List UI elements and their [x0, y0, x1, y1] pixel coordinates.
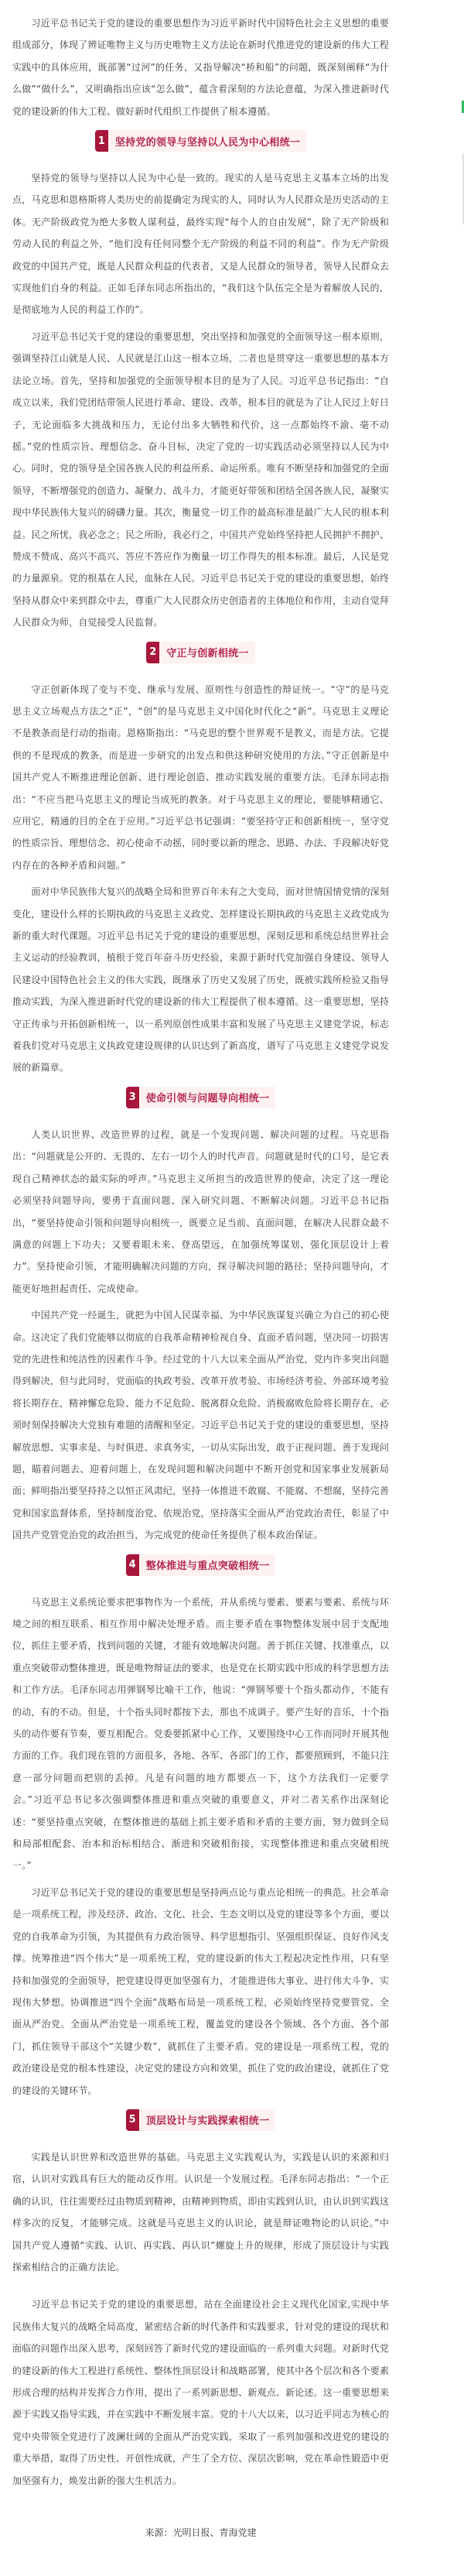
- section-title: 坚持党的领导与坚持以人民为中心相统一: [114, 136, 301, 149]
- section-heading-2: [12, 642, 389, 663]
- paragraph: 马克思主义系统论要求把事物作为一个系统，并从系统与要素、要素与要素、系统与环境之间的相互联系、相互作用中解决处理矛盾。而主要矛盾在事物整体发展中居于支配地位，抓住主要矛盾，找到问题的关键，才能有效地解决问题。善于抓住关键、找准重点，以重点突破带动整体推进，既是唯物辩证法的要求，也是党在长期实践中形成的科学思想方法和工作方法。毛泽东同志用弹钢琴比喻干工作，他说：“弹钢琴要十个指头都动作，不能有的动，有的不动。但是，十个指头同时都按下去，那也不成调子。要产生好的音乐，十个指头的动作要有节奏，要互相配合。党委要抓紧中心工作，又要围绕中心工作而同时开展其他方面的工作。我们现在管的方面很多，各地、各军、各部门的工作，都要照顾到，不能只注意一部分问题而把别的丢掉。凡是有问题的地方都要点一下，这个方法我们一定要学会。”习近平总书记多次强调整体推进和重点突破的重要意义，并对二者关系作出深刻论述：“要坚持重点突破，在整体推进的基础上抓主要矛盾和矛盾的主要方面，努力做到全局和局部相配套、治本和治标相结合、渐进和突破相衔接，实现整体推进和重点突破相统一。”: [12, 1596, 389, 1872]
- section-number-badge: 2: [146, 642, 159, 663]
- paragraph: 习近平总书记关于党的建设的重要思想是坚持两点论与重点论相统一的典范。社会革命是一项系统工程，涉及经济、政治、文化、社会、生态文明以及党的建设等多个方面，要以党的自我革命为引领，为其提供有力政治领导、科学思想指引、坚强组织保证、良好作风支撑。统筹推进“四个伟大”是一项系统工程，党的建设新的伟大工程起决定性作用，只有坚持和加强党的全面领导，把党建设得更加坚强有力，才能推进伟大事业、进行伟大斗争、实现伟大梦想。协调推进“四个全面”战略布局是一项系统工程，必须始终坚持党要管党、全面从严治党。全面从严治党是一项系统工程，覆盖党的建设各个领域、各个方面、各个部门，抓住领导干部这个“关键少数”，就抓住了主要矛盾。党的建设是一项系统工程，党的政治建设是党的根本性建设，决定党的建设方向和效果，抓住了党的政治建设，就抓住了党的建设的关键环节。: [12, 1886, 389, 2096]
- source-credit: 来源：光明日报、青海党建: [145, 2527, 257, 2539]
- heading-box: [126, 1554, 276, 1576]
- paragraph: 面对中华民族伟大复兴的战略全局和世界百年未有之大变局，面对世情国情党情的深刻变化，建设什么样的长期执政的马克思主义政党、怎样建设长期执政的马克思主义政党成为新的重大时代课题。习近平总书记关于党的建设的重要思想，深刻反思和系统总结世界社会主义运动的经验教训，植根于党百年奋斗历史经验，来源于新时代党加强自身建设、领导人民建设中国特色社会主义的伟大实践，既继承了历史又发展了历史，既被实践所检验又指导推动实践，为深入推进新时代党的建设新的伟大工程提供了根本遵循。这一重要思想，坚持守正传承与开拓创新相统一，以一系列原创性成果丰富和发展了马克思主义建党学说，标志着我们党对马克思主义执政党建设规律的认识达到了新高度，谱写了马克思主义建党学说发展的新篇章。: [12, 886, 389, 1074]
- paragraph: 实践是认识世界和改造世界的基础。马克思主义实践观认为，实践是认识的来源和归宿，认识对实践具有巨大的能动反作用。认识是一个发展过程。毛泽东同志指出：“一个正确的认识，往往需要经过由物质到精神，由精神到物质，即由实践到认识，由认识到实践这样多次的反复，才能够完成。这就是马克思主义的认识论，就是辩证唯物论的认识论。”中国共产党人遵循“实践、认识、再实践、再认识”螺旋上升的规律，形成了顶层设计与实践探索相结合的正确方法论。: [12, 2151, 389, 2273]
- section-number-badge: 3: [126, 1087, 139, 1108]
- paragraph: 守正创新体现了变与不变、继承与发展、原则性与创造性的辩证统一。“守”的是马克思主义立场观点方法之“正”，“创”的是马克思主义中国化时代化之“新”。马克思主义理论不是教条而是行动的指南。恩格斯指出：“马克思的整个世界观不是教义，而是方法。它提供的不是现成的教条，而是进一步研究的出发点和供这种研究使用的方法。”守正创新是中国共产党人不断推进理论创新、进行理论创造、推动实践发展的重要方法。毛泽东同志指出：“不应当把马克思主义的理论当成死的教条。对于马克思主义的理论，要能够精通它、应用它，精通的目的全在于应用。”习近平总书记强调：“要坚持守正和创新相统一，坚守党的性质宗旨、理想信念、初心使命不动摇，同时要以新的理念、思路、办法、手段解决好党内存在的各种矛盾和问题。”: [12, 683, 389, 871]
- section-heading-3: [12, 1087, 389, 1108]
- section-number-badge: 1: [95, 130, 108, 152]
- section-title: 使命引领与问题导向相统一: [145, 1093, 270, 1105]
- section-number-badge: 4: [126, 1554, 139, 1576]
- section-title: 守正与创新相统一: [166, 648, 249, 660]
- paragraph: 坚持党的领导与坚持以人民为中心是一致的。现实的人是马克思主义基本立场的出发点，马克思和恩格斯将人类历史的前提确定为现实的人，同时认为人民群众是历史活动的主体。无产阶级政党为绝大多数人谋利益，最终实现“每个人的自由发展”，除了无产阶级和劳动人民的利益之外，“他们没有任何同整个无产阶级的利益不同的利益”。作为无产阶级政党的中国共产党，既是人民群众利益的代表者，又是人民群众的领导者，领导人民群众去实现他们自身的利益。正如毛泽东同志所指出的，“我们这个队伍完全是为着解放人民的，是彻底地为人民的利益工作的”。: [12, 173, 389, 316]
- heading-box: [126, 1087, 276, 1108]
- heading-box: [146, 642, 254, 663]
- section-heading-1: [12, 130, 389, 152]
- section-heading-5: [12, 2109, 389, 2131]
- paragraph: 人类认识世界、改造世界的过程，就是一个发现问题、解决问题的过程。马克思指出：“问题就是公开的、无畏的、左右一切个人的时代声音。问题就是时代的口号，是它表现自己精神状态的最实际的呼声。”马克思主义所担当的改造世界的使命，决定了这一理论必须坚持问题导向，要勇于直面问题、深入研究问题、不断解决问题。习近平总书记指出，“要坚持使命引领和问题导向相统一，既要立足当前、直面问题，在解决人民群众最不满意的问题上下功夫；又要着眼未来、登高望远，在加强统筹谋划、强化顶层设计上着力”。坚持使命引领，才能明确解决问题的方向，探寻解决问题的路径；坚持问题导向，才能更好地担起责任、完成使命。: [12, 1129, 389, 1294]
- heading-box: [95, 130, 306, 152]
- paragraph: 习近平总书记关于党的建设的重要思想，突出坚持和加强党的全面领导这一根本原则，强调坚持江山就是人民、人民就是江山这一根本立场，二者也是贯穿这一重要思想的基本方法论立场。首先，坚持和加强党的全面领导根本目的是为了人民。习近平总书记指出：“自成立以来，我们党团结带领人民进行革命、建设、改革，根本目的就是为了让人民过上好日子，无论面临多大挑战和压力，无论付出多大牺牲和代价，这一点都始终不渝、毫不动摇。”党的性质宗旨、理想信念、奋斗目标，决定了党的一切实践活动必须坚持以人民为中心。同时，党的领导是全国各族人民的利益所系、命运所系。唯有不断坚持和加强党的全面领导，不断增强党的创造力、凝聚力、战斗力，才能更好带领和团结全国各族人民，凝聚实现中华民族伟大复兴的磅礴力量。其次，衡量党一切工作的最高标准是最广大人民的根本利益。民之所忧，我必念之；民之所盼，我必行之，中国共产党始终坚持把人民拥护不拥护、赞成不赞成、高兴不高兴、答应不答应作为衡量一切工作得失的根本标准。最后，人民是党的力量源泉。党的根基在人民，血脉在人民。习近平总书记关于党的建设的重要思想，始终坚持从群众中来到群众中去，尊重广大人民群众历史创造者的主体地位和作用，主动自觉拜人民群众为师，自觉接受人民监督。: [12, 331, 389, 629]
- article-body: [12, 12, 389, 2539]
- paragraph: 习近平总书记关于党的建设的重要思想，站在全面建设社会主义现代化国家,实现中华民族伟大复兴的战略全局高度，紧密结合新的时代条件和实践要求，针对党的建设的现状和面临的问题作出深入思考，深刻回答了新时代党的建设面临的一系列重大问题。对新时代党的建设新的伟大工程进行系统性、整体性顶层设计和战略部署，使其中各个层次和各个要素形成合理的结构并发挥合力作用，提出了一系列新思想、新观点、新论述。这一重要思想来源于实践又指导实践，并在实践中不断发展丰富。党的十八大以来，以习近平同志为核心的党中央带领全党进行了波澜壮阔的全面从严治党实践，采取了一系列加强和改进党的建设的重大举措，取得了历史性、开创性成就，产生了全方位、深层次影响，党在革命性锻造中更加坚强有力，焕发出新的强大生机活力。: [12, 2299, 389, 2486]
- section-heading-4: [12, 1554, 389, 1576]
- section-title: 顶层设计与实践探索相统一: [145, 2115, 270, 2128]
- heading-box: [126, 2109, 276, 2131]
- paragraph: 中国共产党一经诞生，就把为中国人民谋幸福、为中华民族谋复兴确立为自己的初心使命。这决定了我们党能够以彻底的自我革命精神检视自身、直面矛盾问题，坚决同一切损害党的先进性和纯洁性的因素作斗争。经过党的十八大以来全面从严治党，党内许多突出问题得到解决，但与此同时，党面临的执政考验、改革开放考验、市场经济考验、外部环境考验将长期存在，精神懈怠危险、能力不足危险、脱离群众危险、消极腐败危险将长期存在，必须时刻保持解决大党独有难题的清醒和坚定。习近平总书记关于党的建设的重要思想，坚持解放思想、实事求是、与时俱进、求真务实，一切从实际出发，敢于正视问题、善于发现问题，瞄着问题去、迎着问题上，在发现问题和解决问题中不断开创党和国家事业发展新局面；鲜明指出要坚持持之以恒正风肃纪，坚持一体推进不敢腐、不能腐、不想腐，坚持完善党和国家监督体系，坚持制度治党、依规治党，坚持落实全面从严治党政治责任，彰显了中国共产党管党治党的政治担当，为完成党的使命任务提供了根本政治保证。: [12, 1310, 389, 1541]
- section-number-badge: 5: [126, 2109, 139, 2131]
- section-title: 整体推进与重点突破相统一: [145, 1560, 270, 1573]
- intro-paragraph: 习近平总书记关于党的建设的重要思想作为习近平新时代中国特色社会主义思想的重要组成部分，体现了辨证唯物主义与历史唯物主义方法论在新时代推进党的建设新的伟大工程实践中的具体应用，既部署“过河”的任务，又指导解决“桥和船”的问题，既深刻阐释“为什么做”“做什么”，又明确指出应该“怎么做”，蕴含着深刻的方法论意蕴，为深入推进新时代党的建设新的伟大工程、做好新时代组织工作提供了根本遵循。: [12, 18, 389, 117]
